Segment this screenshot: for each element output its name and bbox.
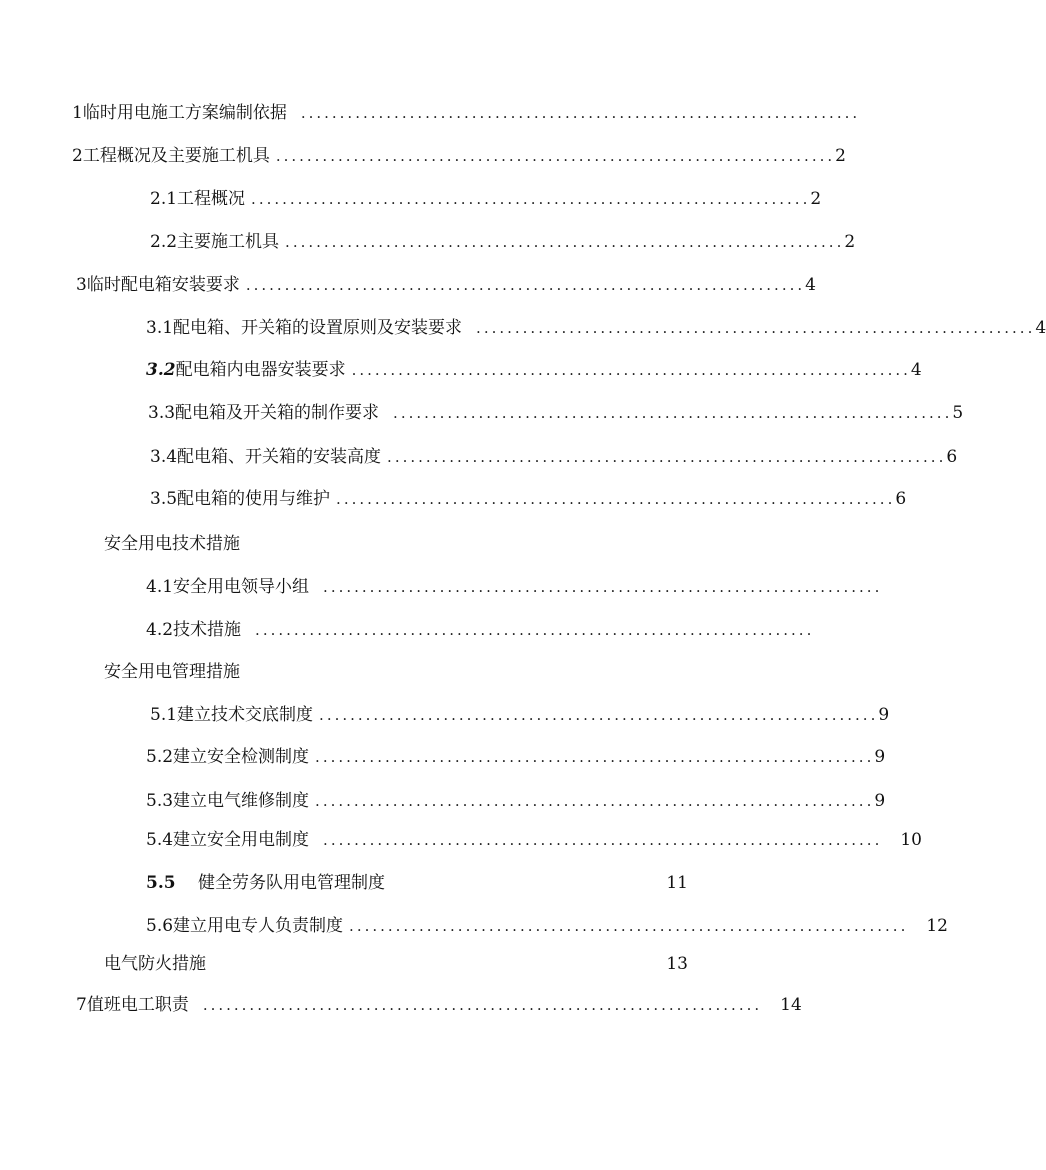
toc-title: 临时配电箱安装要求: [86, 275, 240, 295]
toc-title: 临时用电施工方案编制依据: [82, 103, 287, 123]
toc-number: 5.5: [146, 873, 176, 893]
toc-leader-dots: ........................................................................: [476, 319, 1036, 337]
toc-title: 建立电气维修制度: [173, 791, 310, 811]
toc-leader-dots: ........................................................................: [255, 621, 815, 639]
toc-leader-dots: ........................................................................: [251, 190, 811, 208]
toc-entry-6: [104, 951, 688, 977]
toc-number: 5.6: [146, 916, 174, 936]
toc-title: 工程概况: [177, 189, 246, 209]
toc-entry-5-2: [146, 744, 886, 770]
toc-leader-dots: ........................................................................: [349, 917, 909, 935]
toc-title: 配电箱、开关箱的设置原则及安装要求: [173, 318, 463, 338]
toc-page-number: 11: [666, 873, 688, 893]
toc-number: 3.3: [148, 403, 176, 423]
toc-leader-dots: ........................................................................: [202, 996, 763, 1014]
toc-leader-dots: ........................................................................: [315, 792, 875, 810]
toc-leader-dots: ........................................................................: [387, 448, 947, 466]
toc-leader-dots: ........................................................................: [319, 706, 879, 724]
toc-leader-dots: ........................................................................: [300, 104, 861, 122]
toc-leader-dots: ........................................................................: [285, 233, 845, 251]
toc-title: 健全劳务队用电管理制度: [198, 873, 385, 893]
toc-page-number: 9: [874, 747, 886, 767]
toc-entry-3-3: [148, 400, 964, 426]
toc-number: 7: [76, 995, 87, 1015]
toc-title: 值班电工职责: [86, 995, 189, 1015]
toc-entry-2-1: [150, 186, 822, 212]
toc-title: 建立用电专人负责制度: [173, 916, 344, 936]
toc-entry-2-2: [150, 229, 856, 255]
toc-number: 5.1: [150, 705, 178, 725]
toc-leader-dots: ........................................................................: [393, 404, 953, 422]
toc-number: 3: [76, 275, 87, 295]
toc-entry-7: [76, 992, 802, 1018]
toc-page-number: 2: [844, 232, 856, 252]
toc-entry-5-6: [146, 913, 948, 939]
toc-number: 2.1: [150, 189, 178, 209]
toc-number: 2: [72, 146, 83, 166]
toc-number: 3.5: [150, 489, 178, 509]
toc-page-number: 4: [1035, 318, 1046, 338]
toc-page-number: 6: [895, 489, 907, 509]
toc-page-number: 2: [810, 189, 822, 209]
toc-leader-dots: ........................................................................: [351, 361, 911, 379]
toc-title: 配电箱及开关箱的制作要求: [175, 403, 380, 423]
toc-title: 配电箱的使用与维护: [177, 489, 331, 509]
toc-page-number: 4: [805, 275, 816, 295]
toc-page-number: 12: [926, 916, 948, 936]
toc-entry-3-4: [150, 444, 958, 470]
toc-entry-5-1: [150, 702, 890, 728]
toc-number: 3.1: [146, 318, 174, 338]
toc-entry-5-4: [146, 827, 922, 853]
toc-number: 4.1: [146, 577, 174, 597]
toc-page-number: 14: [780, 995, 802, 1015]
toc-leader-dots: ........................................................................: [275, 147, 836, 165]
toc-entry-4-2: [146, 617, 815, 643]
toc-page-number: 9: [874, 791, 886, 811]
toc-page-number: 5: [952, 403, 964, 423]
toc-title: 建立安全检测制度: [173, 747, 310, 767]
toc-title: 配电箱、开关箱的安装高度: [177, 447, 382, 467]
toc-number: 3.2: [146, 360, 176, 380]
toc-page-number: 9: [878, 705, 890, 725]
toc-entry-3-2: [146, 357, 922, 383]
toc-entry-3-1: [146, 315, 1046, 341]
toc-page-number: 13: [666, 954, 688, 974]
toc-entry-5-5: [146, 870, 688, 896]
toc-number: 5.3: [146, 791, 174, 811]
toc-entry-5-3: [146, 788, 886, 814]
toc-title: 配电箱内电器安装要求: [175, 360, 346, 380]
toc-number: 1: [72, 103, 83, 123]
toc-title: 技术措施: [173, 620, 242, 640]
toc-leader-dots: ........................................................................: [323, 578, 883, 596]
toc-leader-dots: ........................................................................: [245, 276, 806, 294]
toc-title: 主要施工机具: [177, 232, 280, 252]
toc-title: 安全用电领导小组: [173, 577, 310, 597]
toc-page-number: 2: [835, 146, 846, 166]
toc-title: 安全用电管理措施: [104, 662, 240, 682]
toc-entry-1: [72, 100, 861, 126]
toc-entry-4-1: [146, 574, 883, 600]
toc-title: 建立技术交底制度: [177, 705, 314, 725]
toc-page-number: 6: [946, 447, 958, 467]
toc-number: 3.4: [150, 447, 178, 467]
toc-number: 2.2: [150, 232, 178, 252]
toc-entry-2: [72, 143, 846, 169]
toc-page-number: 10: [900, 830, 922, 850]
toc-leader-dots: ........................................................................: [315, 748, 875, 766]
toc-entry-3-5: [150, 486, 907, 512]
toc-entry-5: [104, 659, 404, 685]
toc-title: 安全用电技术措施: [104, 534, 240, 554]
toc-entry-3: [76, 272, 816, 298]
toc-title: 工程概况及主要施工机具: [82, 146, 270, 166]
toc-leader-dots: ........................................................................: [336, 490, 896, 508]
toc-number: 5.4: [146, 830, 174, 850]
toc-title: 电气防火措施: [104, 954, 206, 974]
toc-entry-4: [104, 531, 404, 557]
toc-title: 建立安全用电制度: [173, 830, 310, 850]
toc-page-number: 4: [910, 360, 922, 380]
toc-leader-dots: ........................................................................: [323, 831, 883, 849]
toc-number: 5.2: [146, 747, 174, 767]
toc-number: 4.2: [146, 620, 174, 640]
